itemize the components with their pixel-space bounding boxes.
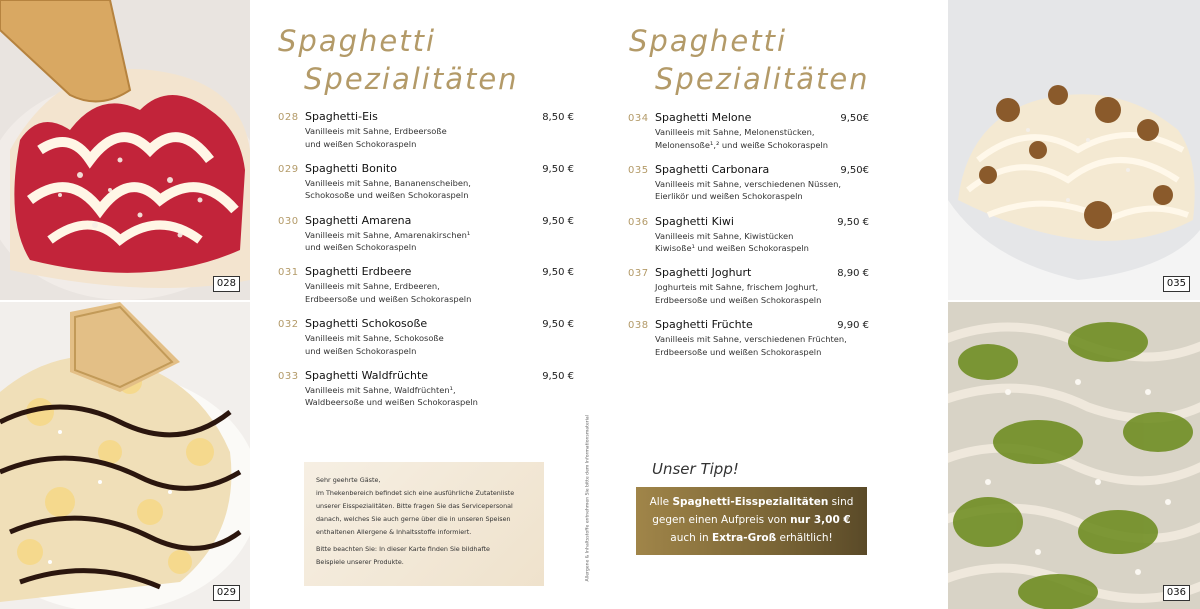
description-line: Kiwisoße¹ und weißen Schokoraspeln: [655, 243, 809, 254]
item-price: 9,50 €: [542, 215, 574, 227]
menu-item: [628, 111, 873, 163]
item-name: Spaghetti Amarena: [305, 213, 412, 227]
notice-line: im Thekenbereich befindet sich eine ausführliche Zutatenliste: [316, 489, 515, 497]
description-line: Vanilleeis mit Sahne, Bananenscheiben,: [305, 177, 471, 188]
photo-spaghetti-eis: [0, 0, 250, 300]
photo-number-label: 028: [213, 276, 240, 292]
item-price: 9,50€: [840, 113, 869, 124]
item-price: 9,50 €: [542, 370, 574, 382]
item-price: 9,50 €: [542, 267, 574, 279]
photo-spaghetti-carbonara: [948, 0, 1200, 300]
notice-line: Beispiele unserer Produkte.: [316, 558, 404, 566]
item-number: 037: [628, 268, 649, 280]
item-name: Spaghetti Waldfrüchte: [305, 368, 429, 382]
menu-item: [278, 214, 578, 266]
spaghetti-kiwi-image: [948, 302, 1200, 609]
item-price: 9,50 €: [542, 163, 574, 175]
photo-spaghetti-kiwi: [948, 302, 1200, 609]
description-line: Joghurteis mit Sahne, frischem Joghurt,: [655, 282, 819, 293]
tip-line-3: [644, 529, 859, 547]
menu-item: [278, 369, 578, 421]
item-description: [305, 177, 471, 202]
description-line: Waldbeersoße und weißen Schokoraspeln: [305, 397, 478, 408]
item-number: 033: [278, 370, 299, 382]
item-name: Spaghetti Bonito: [305, 161, 397, 175]
menu-list-right: [628, 111, 873, 370]
item-price: 9,50€: [840, 164, 869, 176]
description-line: und weißen Schokoraspeln: [305, 345, 417, 356]
item-name: Spaghetti Joghurt: [655, 266, 752, 280]
menu-item: [278, 317, 578, 369]
item-number: 030: [278, 215, 299, 227]
menu-item: [628, 163, 873, 215]
item-number: 034: [628, 113, 649, 124]
item-name: Spaghetti Erdbeere: [305, 265, 412, 279]
description-line: Vanilleeis mit Sahne, Amarenakirschen¹: [305, 229, 471, 240]
description-line: Vanilleeis mit Sahne, Kiwistücken: [655, 230, 794, 241]
item-description: [655, 126, 828, 151]
item-description: [305, 384, 478, 409]
photo-number-label: 036: [1163, 585, 1190, 601]
item-name: Spaghetti Schokosoße: [305, 317, 428, 331]
heading-line2: Spezialitäten: [655, 62, 870, 96]
page-title-right: [629, 22, 870, 98]
description-line: Melonensoße¹,² und weiße Schokoraspeln: [655, 139, 829, 150]
item-description: [305, 280, 471, 305]
tip-text: sind: [828, 496, 854, 508]
photo-spaghetti-bonito: [0, 302, 250, 609]
heading-line1: Spaghetti: [278, 24, 437, 58]
description-line: Erdbeersoße und weißen Schokoraspeln: [305, 293, 472, 304]
item-number: 036: [628, 216, 649, 228]
item-price: 9,50 €: [837, 216, 869, 228]
photo-number-label: 035: [1163, 276, 1190, 292]
item-price: 9,90 €: [837, 320, 869, 332]
item-name: Spaghetti Melone: [655, 111, 752, 124]
item-price: 9,50 €: [542, 319, 574, 331]
tip-box: [636, 487, 867, 555]
item-description: [655, 333, 847, 358]
photo-number-label: 029: [213, 585, 240, 601]
item-number: 035: [628, 164, 649, 176]
tip-text: auch in: [670, 532, 713, 544]
menu-item: [278, 162, 578, 214]
description-line: und weißen Schokoraspeln: [305, 138, 417, 149]
tip-bold: nur 3,00 €: [790, 514, 851, 526]
tip-text: Alle: [649, 496, 673, 508]
heading-line1: Spaghetti: [629, 24, 788, 58]
notice-line: enthaltenen Allergene & Inhaltsstoffe informiert.: [316, 528, 472, 536]
tip-line-2: [644, 511, 859, 529]
item-price: 8,90 €: [837, 268, 869, 280]
description-line: Vanilleeis mit Sahne, Erdbeersoße: [305, 126, 447, 136]
tip-title: Unser Tipp!: [652, 460, 739, 478]
item-number: 028: [278, 112, 299, 123]
description-line: Vanilleeis mit Sahne, Waldfrüchten¹,: [305, 384, 456, 395]
tip-text: erhältlich!: [776, 532, 833, 544]
description-line: Vanilleeis mit Sahne, Melonenstücken,: [655, 127, 815, 137]
menu-item: [278, 110, 578, 162]
item-description: [305, 332, 444, 357]
menu-item: [628, 266, 873, 318]
item-description: [305, 125, 447, 150]
spaghetti-bonito-image: [0, 302, 250, 609]
notice-line: unserer Eisspezialitäten. Bitte fragen Sie das Servicepersonal: [316, 502, 513, 510]
menu-list-left: [278, 110, 578, 421]
description-line: Vanilleeis mit Sahne, verschiedenen Nüssen,: [655, 178, 842, 189]
tip-text: gegen einen Aufpreis von: [652, 514, 791, 526]
notice-line: Sehr geehrte Gäste,: [316, 476, 381, 484]
item-number: 029: [278, 163, 299, 175]
description-line: Vanilleeis mit Sahne, verschiedenen Früchten,: [655, 334, 847, 345]
menu-item: [628, 318, 873, 370]
tip-bold: Spaghetti-Eisspezialitäten: [672, 496, 829, 508]
heading-line2: Spezialitäten: [304, 62, 519, 96]
menu-item: [278, 265, 578, 317]
item-number: 031: [278, 267, 299, 279]
tip-line-1: [644, 493, 859, 511]
description-line: und weißen Schokoraspeln: [305, 242, 417, 253]
item-number: 038: [628, 320, 649, 332]
item-description: [655, 178, 841, 203]
item-description: [655, 281, 821, 306]
notice-line: danach, welches Sie auch gerne über die in unseren Speisen: [316, 515, 511, 523]
item-number: 032: [278, 319, 299, 331]
menu-item: [628, 215, 873, 267]
vertical-note-text: Allergene & Inhaltsstoffe entnehmen Sie bitte dem Informationsmaterial: [585, 415, 591, 582]
description-line: Schokosoße und weißen Schokoraspeln: [305, 190, 469, 201]
page-title-left: [278, 22, 519, 98]
description-line: Erdbeersoße und weißen Schokoraspeln: [655, 346, 822, 357]
notice-line: Bitte beachten Sie: In dieser Karte finden Sie bildhafte: [316, 545, 490, 553]
item-name: Spaghetti Früchte: [655, 318, 753, 332]
spaghetti-eis-image: [0, 0, 250, 300]
item-price: 8,50 €: [542, 112, 574, 123]
vertical-allergen-note: [578, 405, 590, 585]
item-description: [305, 229, 470, 254]
spaghetti-carbonara-image: [948, 0, 1200, 300]
description-line: Erdbeersoße und weißen Schokoraspeln: [655, 294, 822, 305]
item-description: [655, 230, 809, 255]
tip-bold: Extra-Groß: [712, 532, 777, 544]
description-line: Vanilleeis mit Sahne, Erdbeeren,: [305, 281, 440, 292]
item-name: Spaghetti Kiwi: [655, 214, 734, 228]
description-line: Vanilleeis mit Sahne, Schokosoße: [305, 333, 444, 344]
description-line: Eierlikör und weißen Schokoraspeln: [655, 191, 803, 202]
item-name: Spaghetti Carbonara: [655, 162, 770, 176]
item-name: Spaghetti-Eis: [305, 110, 378, 123]
allergen-notice: [304, 462, 544, 586]
